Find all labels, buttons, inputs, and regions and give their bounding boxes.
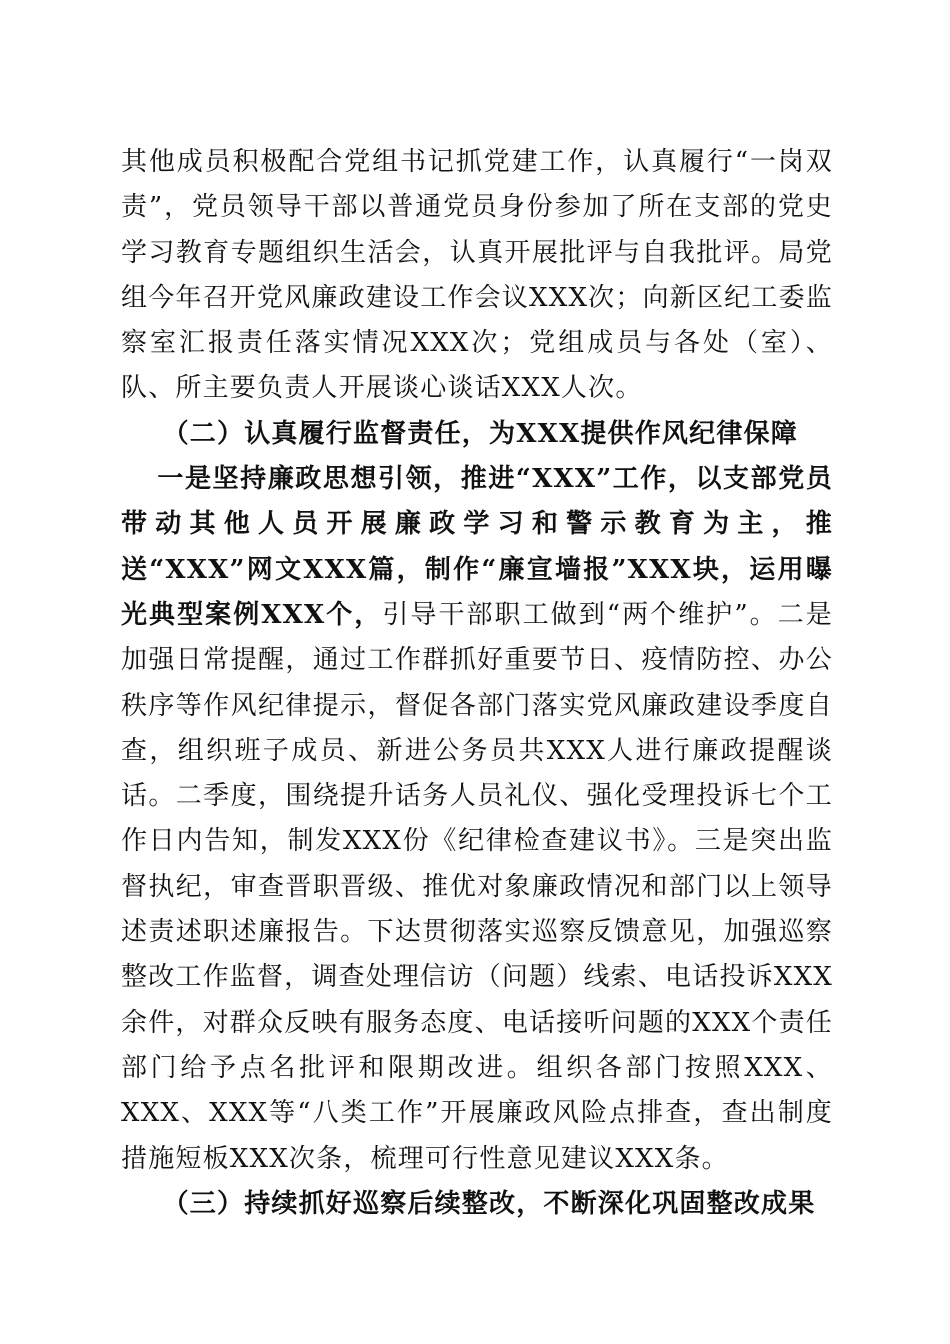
- paragraph-party-building: 其他成员积极配合党组书记抓党建工作，认真履行“一岗双责”，党员领导干部以普通党员身份参加了所在支部的党史学习教育专题组织生活会，认真开展批评与自我批评。局党组今年召开党风廉政建设工作会议XXX次；向新区纪工委监察室汇报责任落实情况XXX次；党组成员与各处（室）、队、所主要负责人开展谈心谈话XXX人次。: [121, 147, 833, 404]
- paragraph-supervision: [121, 457, 833, 1182]
- section-heading-rectification: （三）持续抓好巡察后续整改，不断深化巩固整改成果: [162, 1188, 816, 1219]
- document-body: [121, 140, 833, 1227]
- section-heading-supervision: （二）认真履行监督责任，为XXX提供作风纪律保障: [162, 418, 798, 449]
- paragraph-supervision-lead: 一是坚持廉政思想引领，推进“XXX”工作，以支部党员带动其他人员开展廉政学习和警示教育为主，推送“XXX”网文XXX篇，制作“廉宣墙报”XXX块，运用曝光典型案例XXX个，: [121, 464, 833, 630]
- paragraph-supervision-rest: 引导干部职工做到“两个维护”。二是加强日常提醒，通过工作群抓好重要节日、疫情防控、办公秩序等作风纪律提示，督促各部门落实党风廉政建设季度自查，组织班子成员、新进公务员共XXX人进行廉政提醒谈话。二季度，围绕提升话务人员礼仪、强化受理投诉七个工作日内告知，制发XXX份《纪律检查建议书》。三是突出监督执纪，审查晋职晋级、推优对象廉政情况和部门以上领导述责述职述廉报告。下达贯彻落实巡察反馈意见，加强巡察整改工作监督，调查处理信访（问题）线索、电话投诉XXX余件，对群众反映有服务态度、电话接听问题的XXX个责任部门给予点名批评和限期改进。组织各部门按照XXX、XXX、XXX等“八类工作”开展廉政风险点排查，查出制度措施短板XXX次条，梳理可行性意见建议XXX条。: [121, 599, 833, 1174]
